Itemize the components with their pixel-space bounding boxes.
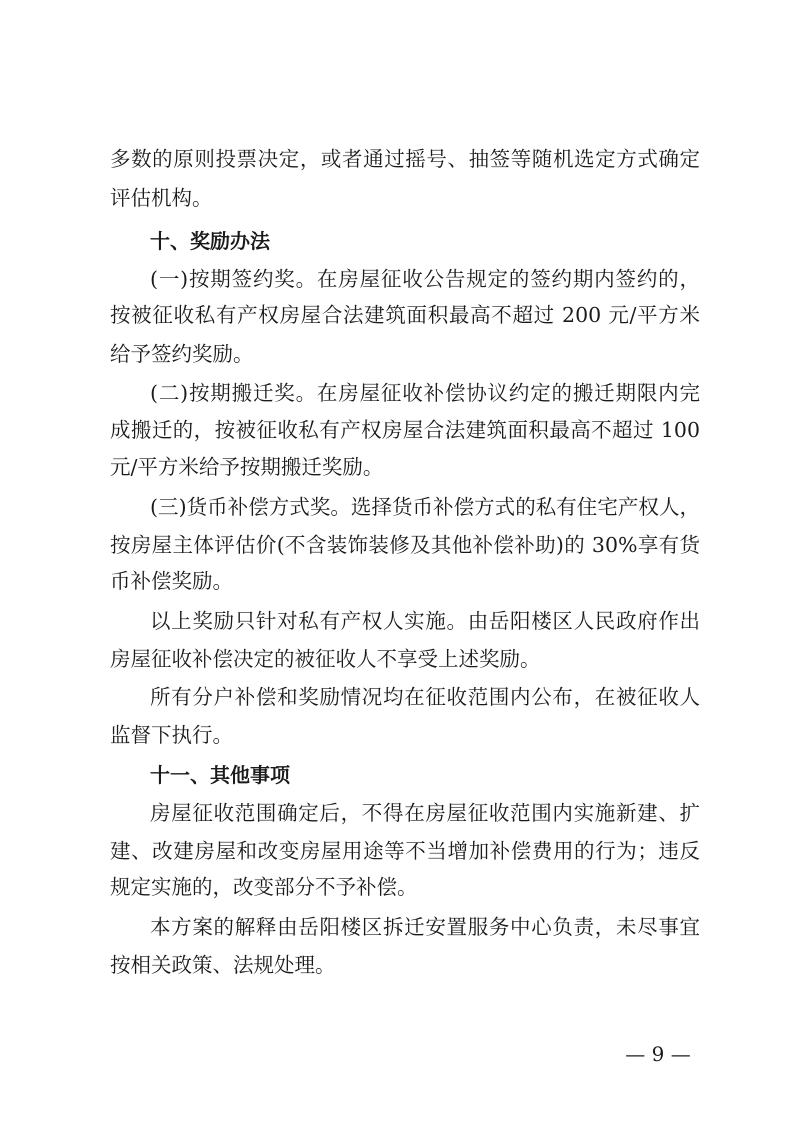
paragraph-line: 以上奖励只针对私有产权人实施。由岳阳楼区人民政府作出 xyxy=(150,609,700,633)
paragraph-line: 评估机构。 xyxy=(110,186,213,210)
paragraph-line: 币补偿奖励。 xyxy=(110,569,233,593)
paragraph-line: 按相关政策、法规处理。 xyxy=(110,953,336,977)
paragraph-line: 房屋征收补偿决定的被征收人不享受上述奖励。 xyxy=(110,647,541,671)
paragraph-line: 成搬迁的，按被征收私有产权房屋合法建筑面积最高不超过 100 xyxy=(110,418,700,442)
paragraph-line: 本方案的解释由岳阳楼区拆迁安置服务中心负责，未尽事宜 xyxy=(150,915,700,939)
paragraph-line: 监督下执行。 xyxy=(110,723,233,747)
paragraph-line: 元/平方米给予按期搬迁奖励。 xyxy=(110,455,384,479)
page-number: — 9 — xyxy=(625,1042,691,1066)
paragraph-line: (三)货币补偿方式奖。选择货币补偿方式的私有住宅产权人， xyxy=(150,495,700,519)
paragraph-line: 规定实施的，改变部分不予补偿。 xyxy=(110,875,418,899)
paragraph-line: 多数的原则投票决定，或者通过摇号、抽签等随机选定方式确定 xyxy=(110,147,700,171)
paragraph-line: 房屋征收范围确定后，不得在房屋征收范围内实施新建、扩 xyxy=(150,801,700,825)
section-heading-rewards: 十、奖励办法 xyxy=(150,229,270,253)
paragraph-line: 按被征收私有产权房屋合法建筑面积最高不超过 200 元/平方米 xyxy=(110,303,700,327)
paragraph-line: 按房屋主体评估价(不含装饰装修及其他补偿补助)的 30%享有货 xyxy=(110,533,700,557)
paragraph-line: 所有分户补偿和奖励情况均在征收范围内公布，在被征收人 xyxy=(150,685,700,709)
paragraph-line: 建、改建房屋和改变房屋用途等不当增加补偿费用的行为；违反 xyxy=(110,839,700,863)
paragraph-line: 给予签约奖励。 xyxy=(110,342,254,366)
paragraph-line: (一)按期签约奖。在房屋征收公告规定的签约期内签约的， xyxy=(150,267,700,291)
section-heading-other: 十一、其他事项 xyxy=(150,763,290,787)
paragraph-line: (二)按期搬迁奖。在房屋征收补偿协议约定的搬迁期限内完 xyxy=(150,381,700,405)
